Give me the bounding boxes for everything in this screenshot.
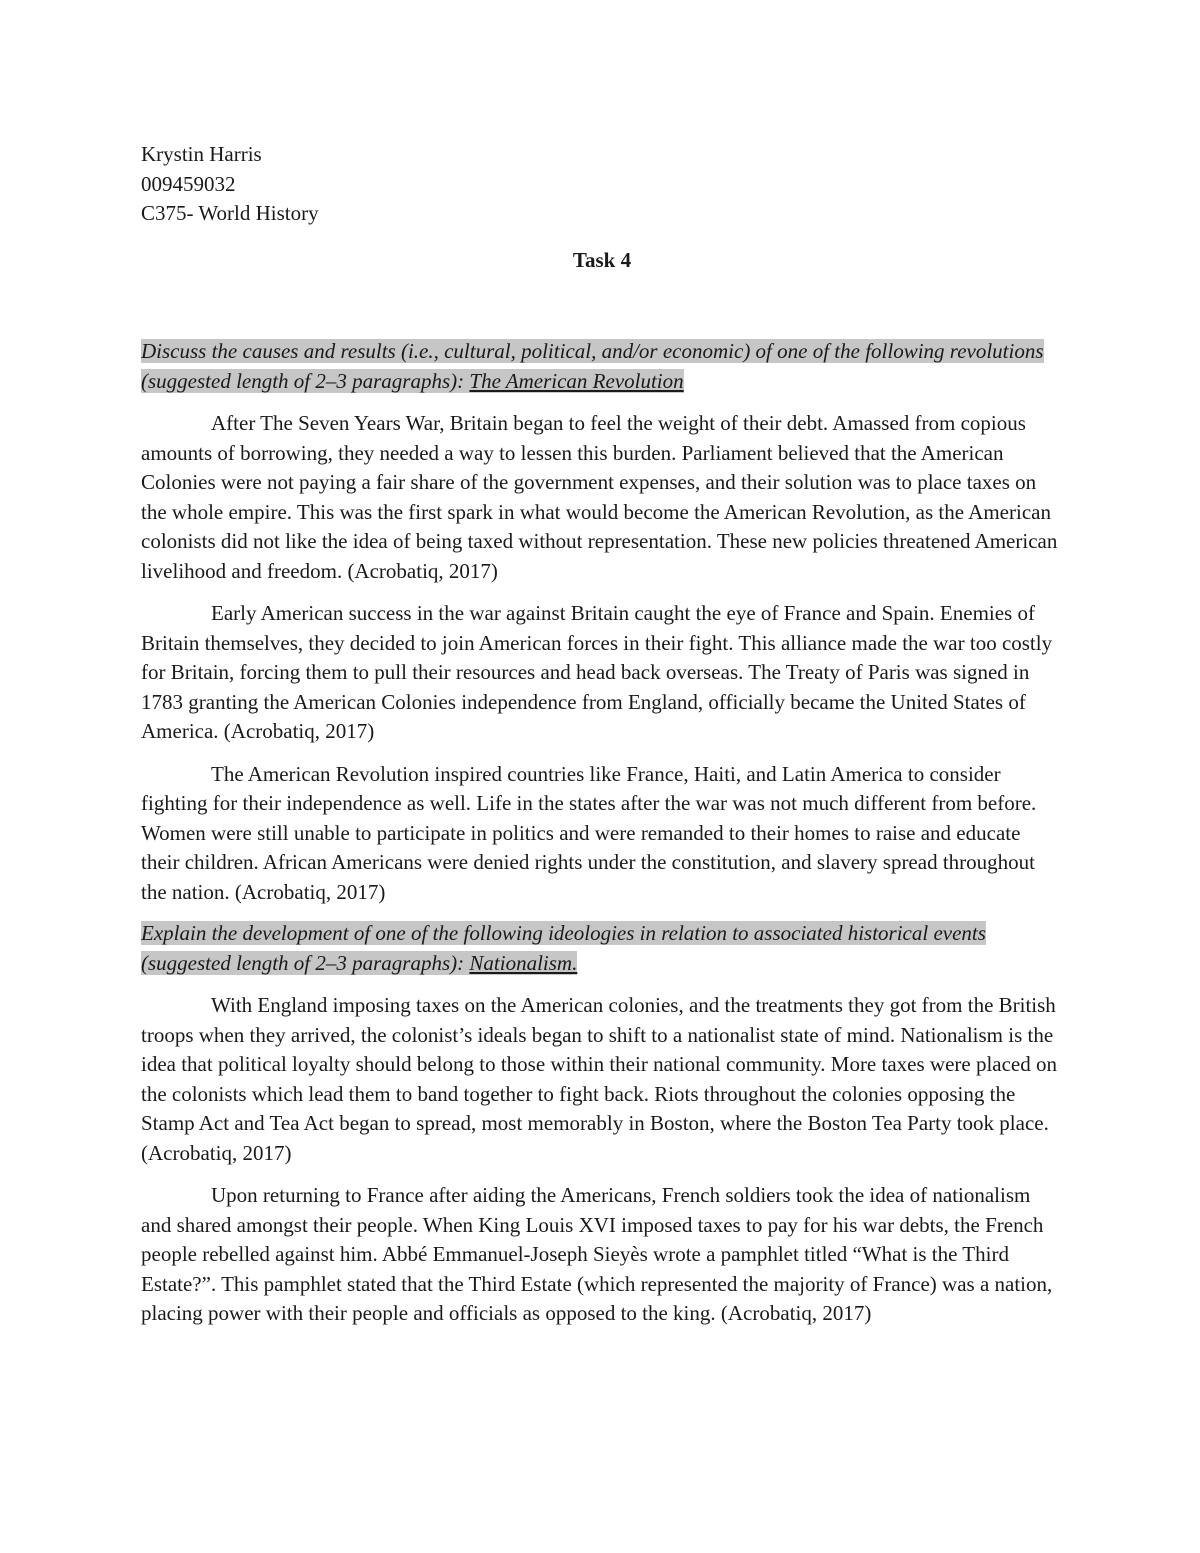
section2-paragraph: With England imposing taxes on the American colonies, and the treatments they got from the British troops when they arrived, the colonist’s ideals began to shift to a nationalist state of mind. Nationalism is the idea that political loyalty should belong to those within their national community. More taxes were placed on the colonists which lead them to band together to fight back. Riots throughout the colonies opposing the Stamp Act and Tea Act began to spread, most memorably in Boston, where the Boston Tea Party took place. (Acrobatiq, 2017) bbox=[141, 993, 1058, 1165]
document-page bbox=[141, 140, 1063, 1329]
section1-prompt-question: Discuss the causes and results (i.e., cultural, political, and/or economic) of one of the following revolutions (suggested length of 2–3 paragraphs): bbox=[141, 339, 1044, 393]
section2-prompt bbox=[141, 919, 1063, 978]
section2-prompt-text bbox=[141, 921, 986, 975]
section1-paragraph: After The Seven Years War, Britain began to feel the weight of their debt. Amassed from copious amounts of borrowing, they needed a way to lessen this burden. Parliament believed that the American Colonies were not paying a fair share of the government expenses, and their solution was to place taxes on the whole empire. This was the first spark in what would become the American Revolution, as the American colonists did not like the idea of being taxed without representation. These new policies threatened American livelihood and freedom. (Acrobatiq, 2017) bbox=[141, 411, 1058, 583]
page-title: Task 4 bbox=[572, 247, 632, 272]
section1-prompt-text bbox=[141, 339, 1044, 393]
section2-prompt-question: Explain the development of one of the following ideologies in relation to associated historical events (suggested length of 2–3 paragraphs): bbox=[141, 921, 986, 975]
section1-paragraph: The American Revolution inspired countries like France, Haiti, and Latin America to consider fighting for their independence as well. Life in the states after the war was not much different from before. Women were still unable to participate in politics and were remanded to their homes to raise and educate their children. African Americans were denied rights under the constitution, and slavery spread throughout the nation. (Acrobatiq, 2017) bbox=[141, 761, 1037, 904]
section2-paragraph: Upon returning to France after aiding the Americans, French soldiers took the idea of nationalism and shared amongst their people. When King Louis XVI imposed taxes to pay for his war debts, the French people rebelled against him. Abbé Emmanuel-Joseph Sieyès wrote a pamphlet titled “What is the Third Estate?”. This pamphlet stated that the Third Estate (which represented the majority of France) was a nation, placing power with their people and officials as opposed to the king. (Acrobatiq, 2017) bbox=[141, 1183, 1053, 1325]
student-id: 009459032 bbox=[141, 171, 236, 196]
section2-topic: Nationalism. bbox=[469, 950, 578, 975]
section1-prompt bbox=[141, 337, 1063, 396]
author-name: Krystin Harris bbox=[141, 142, 262, 166]
section1-topic: The American Revolution bbox=[469, 368, 684, 393]
course-name: C375- World History bbox=[141, 201, 319, 225]
section1-paragraph: Early American success in the war against Britain caught the eye of France and Spain. Enemies of Britain themselves, they decided to join American forces in their fight. This alliance made the war too costly for Britain, forcing them to pull their resources and head back overseas. The Treaty of Paris was signed in 1783 granting the American Colonies independence from England, officially became the United States of America. (Acrobatiq, 2017) bbox=[141, 601, 1053, 743]
